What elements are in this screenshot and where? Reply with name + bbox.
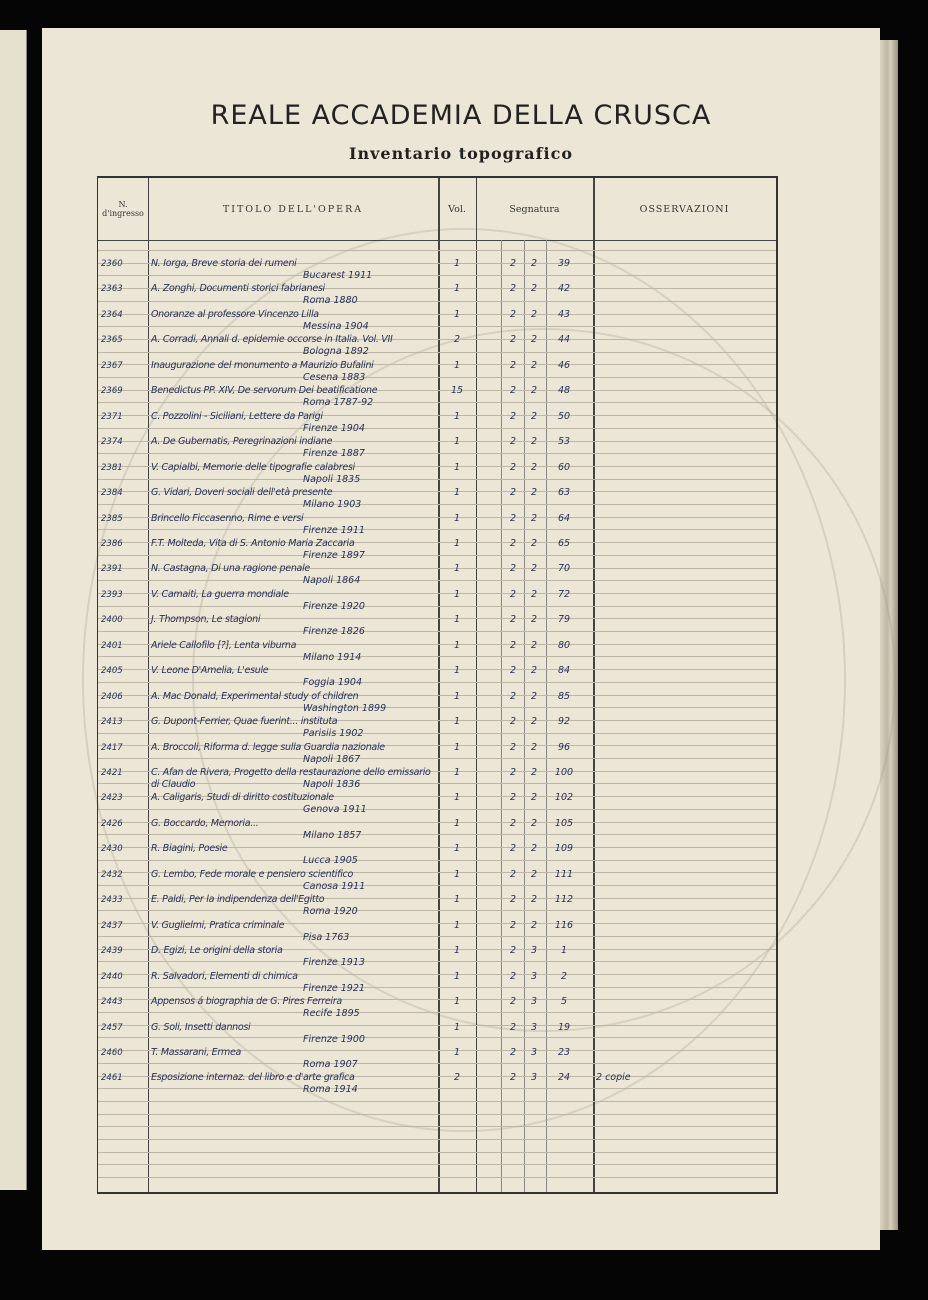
shelfmark-1: 2	[509, 716, 517, 728]
shelfmark-1: 2	[509, 385, 517, 397]
shelfmark-1: 2	[509, 487, 517, 499]
shelfmark-3: 72	[557, 588, 571, 600]
entry-title: J. Thompson, Le stagioni	[151, 614, 261, 626]
entry-place-year: Napoli 1835	[303, 473, 361, 485]
shelfmark-3: 100	[554, 767, 574, 778]
entry-title: Esposizione internaz. del libro e d'arte grafica	[151, 1072, 355, 1084]
entry-volumes: 1	[453, 919, 461, 931]
shelfmark-2: 2	[530, 436, 538, 448]
shelfmark-2: 2	[530, 563, 538, 575]
shelfmark-2: 2	[530, 359, 538, 371]
entry-number: 2365	[101, 335, 123, 346]
entry-title: V. Camaiti, La guerra mondiale	[151, 588, 289, 600]
entry-volumes: 1	[453, 1046, 461, 1058]
ruled-line	[98, 1164, 776, 1165]
entry-place-year: Firenze 1900	[303, 1033, 365, 1045]
shelfmark-2: 2	[530, 410, 538, 422]
entry-place-year: Firenze 1913	[303, 957, 365, 969]
shelfmark-2: 2	[530, 919, 538, 931]
shelfmark-1: 2	[509, 436, 517, 448]
shelfmark-1: 2	[509, 690, 517, 702]
entry-place-year: Bucarest 1911	[303, 270, 373, 281]
entry-number: 2385	[101, 513, 123, 524]
entry-volumes: 1	[453, 588, 461, 600]
entry-place-year: Recife 1895	[303, 1008, 360, 1020]
table-row	[98, 487, 776, 512]
entry-number: 2400	[101, 615, 123, 626]
shelfmark-1: 2	[509, 334, 517, 346]
entry-number: 2461	[101, 1073, 123, 1084]
shelfmark-2: 2	[530, 487, 538, 499]
shelfmark-3: 63	[557, 487, 571, 499]
entry-number: 2437	[101, 920, 123, 931]
shelfmark-2: 2	[530, 461, 538, 473]
ruled-line	[98, 250, 776, 251]
shelfmark-1: 2	[509, 588, 517, 600]
shelfmark-3: 39	[557, 258, 571, 269]
shelfmark-1: 2	[509, 537, 517, 549]
entry-number: 2460	[101, 1047, 123, 1058]
header-number	[98, 178, 148, 241]
header-vol: Vol.	[438, 178, 476, 241]
table-row	[98, 1022, 776, 1047]
entry-volumes: 1	[453, 690, 461, 702]
entry-number: 2433	[101, 895, 123, 906]
entry-place-year: Napoli 1836	[303, 779, 361, 790]
entry-title: A. Corradi, Annali d. epidemie occorse in Italia. Vol. VII	[151, 334, 393, 346]
entry-volumes: 1	[453, 283, 461, 295]
entry-number: 2393	[101, 589, 123, 600]
entry-place-year: Roma 1880	[303, 295, 358, 307]
entry-title: R. Salvadori, Elementi di chimica	[151, 970, 298, 982]
entry-place-year: Roma 1920	[303, 906, 358, 918]
table-row	[98, 767, 776, 792]
entry-number: 2443	[101, 997, 123, 1008]
shelfmark-1: 2	[509, 1021, 517, 1033]
entry-title: C. Pozzolini - Siciliani, Lettere da Parigi	[151, 410, 323, 422]
entry-volumes: 1	[453, 308, 461, 320]
entry-volumes: 1	[453, 996, 461, 1008]
shelfmark-2: 2	[530, 614, 538, 626]
entry-place-year: Pisa 1763	[303, 931, 350, 943]
shelfmark-1: 2	[509, 283, 517, 295]
shelfmark-2: 2	[530, 283, 538, 295]
shelfmark-1: 2	[509, 817, 517, 829]
table-row	[98, 411, 776, 436]
entry-place-year: Lucca 1905	[303, 855, 358, 867]
entry-number: 2364	[101, 309, 123, 320]
shelfmark-2: 2	[530, 690, 538, 702]
entry-title: D. Egizi, Le origini della storia	[151, 945, 283, 957]
entry-title: G. Boccardo, Memoria...	[151, 817, 259, 829]
shelfmark-2: 2	[530, 665, 538, 677]
entry-title: Appensos á biographia de G. Pires Ferreira	[151, 996, 342, 1008]
entry-volumes: 1	[453, 767, 461, 778]
shelfmark-3: 65	[557, 537, 571, 549]
entry-title: Ariele Callofilo [?], Lenta viburna	[151, 639, 297, 651]
header-number-sublabel: d'ingresso	[102, 209, 144, 218]
header-number-label: N.	[118, 200, 128, 209]
header-title: TITOLO DELL'OPERA	[148, 178, 438, 241]
entry-title: C. Afan de Rivera, Progetto della restaurazione dello emissario di Claudio	[151, 767, 431, 790]
shelfmark-2: 2	[530, 308, 538, 320]
entry-place-year: Firenze 1897	[303, 549, 365, 561]
table-row	[98, 691, 776, 716]
table-row	[98, 360, 776, 385]
shelfmark-2: 2	[530, 868, 538, 880]
entry-number: 2432	[101, 869, 123, 880]
entry-title: Inaugurazione del monumento a Maurizio Bufalini	[151, 359, 374, 371]
entry-place-year: Foggia 1904	[303, 677, 362, 689]
entry-number: 2374	[101, 437, 123, 448]
shelfmark-3: 53	[557, 436, 571, 448]
shelfmark-1: 2	[509, 639, 517, 651]
shelfmark-1: 2	[509, 1046, 517, 1058]
entry-title: A. Broccoli, Riforma d. legge sulla Guardia nazionale	[151, 741, 385, 753]
entry-place-year: Firenze 1887	[303, 448, 365, 460]
entry-number: 2457	[101, 1022, 123, 1033]
table-row	[98, 920, 776, 945]
entry-number: 2439	[101, 946, 123, 957]
entry-title: Benedictus PP. XIV, De servorum Dei beatificatione	[151, 385, 378, 397]
table-row	[98, 742, 776, 767]
entry-title: G. Soli, Insetti dannosi	[151, 1021, 251, 1033]
shelfmark-1: 2	[509, 410, 517, 422]
entry-volumes: 1	[453, 665, 461, 677]
table-row	[98, 538, 776, 563]
table-row	[98, 258, 776, 283]
table-row	[98, 640, 776, 665]
table-row	[98, 283, 776, 308]
shelfmark-2: 2	[530, 639, 538, 651]
entry-number: 2371	[101, 411, 123, 422]
shelfmark-1: 2	[509, 970, 517, 982]
shelfmark-2: 2	[530, 843, 538, 855]
table-row	[98, 792, 776, 817]
entry-notes: 2 copie	[596, 1072, 631, 1084]
entry-title: A. Mac Donald, Experimental study of children	[151, 690, 359, 702]
entry-place-year: Milano 1914	[303, 651, 362, 663]
shelfmark-3: 46	[557, 359, 571, 371]
shelfmark-3: 48	[557, 385, 571, 397]
ruled-line	[98, 1114, 776, 1115]
entry-volumes: 2	[453, 334, 461, 346]
entry-volumes: 2	[453, 1072, 461, 1084]
shelfmark-3: 50	[557, 410, 571, 422]
entry-volumes: 1	[453, 843, 461, 855]
entry-place-year: Napoli 1867	[303, 753, 361, 765]
ruled-line	[98, 1139, 776, 1140]
shelfmark-3: 111	[554, 868, 574, 880]
shelfmark-2: 2	[530, 767, 538, 778]
entry-place-year: Firenze 1904	[303, 422, 365, 434]
shelfmark-2: 3	[530, 1021, 538, 1033]
entry-place-year: Firenze 1921	[303, 982, 365, 994]
shelfmark-1: 2	[509, 1072, 517, 1084]
entry-number: 2405	[101, 666, 123, 677]
shelfmark-3: 24	[557, 1072, 571, 1084]
shelfmark-2: 2	[530, 512, 538, 524]
entry-place-year: Roma 1907	[303, 1058, 358, 1070]
shelfmark-3: 64	[557, 512, 571, 524]
shelfmark-3: 79	[557, 614, 571, 626]
shelfmark-1: 2	[509, 563, 517, 575]
entry-volumes: 1	[453, 410, 461, 422]
shelfmark-2: 2	[530, 792, 538, 804]
entry-place-year: Parisiis 1902	[303, 728, 364, 740]
shelfmark-1: 2	[509, 665, 517, 677]
entry-volumes: 1	[453, 512, 461, 524]
shelfmark-3: 105	[554, 817, 574, 829]
table-row	[98, 843, 776, 868]
entry-title: R. Biagini, Poesie	[151, 843, 228, 855]
page-stack-edge	[880, 40, 898, 1230]
entry-number: 2386	[101, 538, 123, 549]
shelfmark-1: 2	[509, 996, 517, 1008]
shelfmark-3: 5	[560, 996, 568, 1008]
entry-title: A. Zonghi, Documenti storici fabrianesi	[151, 283, 325, 295]
entry-volumes: 1	[453, 1021, 461, 1033]
ruled-line	[98, 1101, 776, 1102]
shelfmark-3: 70	[557, 563, 571, 575]
shelfmark-3: 85	[557, 690, 571, 702]
table-row	[98, 462, 776, 487]
entry-place-year: Milano 1857	[303, 829, 362, 841]
shelfmark-3: 60	[557, 461, 571, 473]
entry-title: Onoranze al professore Vincenzo Lilla	[151, 308, 319, 320]
entry-place-year: Roma 1914	[303, 1084, 358, 1096]
table-row	[98, 996, 776, 1021]
table-row	[98, 869, 776, 894]
entry-volumes: 15	[450, 385, 464, 397]
page-title: REALE ACCADEMIA DELLA CRUSCA	[210, 100, 712, 131]
table-row	[98, 385, 776, 410]
entry-volumes: 1	[453, 461, 461, 473]
header-segnatura: Segnatura	[476, 178, 593, 241]
entry-number: 2421	[101, 768, 123, 778]
shelfmark-3: 19	[557, 1021, 571, 1033]
shelfmark-3: 43	[557, 308, 571, 320]
table-row	[98, 1047, 776, 1072]
shelfmark-2: 3	[530, 1072, 538, 1084]
entry-place-year: Canosa 1911	[303, 880, 366, 892]
shelfmark-2: 2	[530, 385, 538, 397]
shelfmark-2: 3	[530, 996, 538, 1008]
entry-number: 2384	[101, 488, 123, 499]
shelfmark-3: 23	[557, 1046, 571, 1058]
entry-title: N. Iorga, Breve storia dei rumeni	[151, 258, 297, 269]
page-subtitle: Inventario topografico	[348, 144, 573, 163]
table-row	[98, 614, 776, 639]
shelfmark-3: 2	[560, 970, 568, 982]
shelfmark-1: 2	[509, 792, 517, 804]
shelfmark-2: 2	[530, 817, 538, 829]
entry-volumes: 1	[453, 258, 461, 269]
entry-title: A. De Gubernatis, Peregrinazioni indiane	[151, 436, 333, 448]
entry-number: 2430	[101, 844, 123, 855]
shelfmark-3: 1	[560, 945, 568, 957]
entry-number: 2391	[101, 564, 123, 575]
table-row	[98, 894, 776, 919]
entry-place-year: Cesena 1883	[303, 371, 366, 383]
ruled-line	[98, 1152, 776, 1153]
entry-volumes: 1	[453, 537, 461, 549]
shelfmark-3: 112	[554, 894, 574, 906]
entry-number: 2406	[101, 691, 123, 702]
table-row	[98, 945, 776, 970]
table-row	[98, 334, 776, 359]
entry-number: 2367	[101, 360, 123, 371]
header-osservazioni: OSSERVAZIONI	[593, 178, 776, 241]
table-row	[98, 563, 776, 588]
shelfmark-1: 2	[509, 741, 517, 753]
shelfmark-2: 3	[530, 970, 538, 982]
shelfmark-3: 116	[554, 919, 574, 931]
shelfmark-3: 42	[557, 283, 571, 295]
entry-title: N. Castagna, Di una ragione penale	[151, 563, 310, 575]
entry-volumes: 1	[453, 487, 461, 499]
entry-number: 2426	[101, 818, 123, 829]
document-page	[42, 28, 880, 1250]
entry-volumes: 1	[453, 792, 461, 804]
entry-place-year: Washington 1899	[303, 702, 387, 714]
shelfmark-3: 109	[554, 843, 574, 855]
shelfmark-2: 3	[530, 945, 538, 957]
table-row	[98, 513, 776, 538]
shelfmark-2: 2	[530, 741, 538, 753]
shelfmark-1: 2	[509, 919, 517, 931]
shelfmark-2: 2	[530, 894, 538, 906]
ruled-line	[98, 1177, 776, 1178]
entry-number: 2417	[101, 742, 123, 753]
entry-title: E. Paldi, Per la indipendenza dell'Egitto	[151, 894, 325, 906]
entry-place-year: Napoli 1864	[303, 575, 361, 587]
shelfmark-1: 2	[509, 868, 517, 880]
inventory-table	[97, 176, 778, 1194]
shelfmark-1: 2	[509, 308, 517, 320]
shelfmark-2: 2	[530, 537, 538, 549]
shelfmark-2: 2	[530, 334, 538, 346]
entry-title: F.T. Molteda, Vita di S. Antonio Maria Zaccaria	[151, 537, 355, 549]
entry-place-year: Messina 1904	[303, 320, 369, 332]
entry-volumes: 1	[453, 945, 461, 957]
shelfmark-3: 96	[557, 741, 571, 753]
adjacent-page-edge	[0, 30, 27, 1190]
entry-number: 2413	[101, 717, 123, 728]
entry-volumes: 1	[453, 741, 461, 753]
entry-number: 2423	[101, 793, 123, 804]
entry-number: 2381	[101, 462, 123, 473]
shelfmark-1: 2	[509, 767, 517, 778]
shelfmark-3: 92	[557, 716, 571, 728]
entry-volumes: 1	[453, 970, 461, 982]
entry-place-year: Milano 1903	[303, 499, 362, 511]
entry-number: 2401	[101, 640, 123, 651]
shelfmark-2: 3	[530, 1046, 538, 1058]
table-row	[98, 309, 776, 334]
entry-volumes: 1	[453, 868, 461, 880]
shelfmark-2: 2	[530, 588, 538, 600]
entry-volumes: 1	[453, 359, 461, 371]
table-row	[98, 716, 776, 741]
shelfmark-3: 102	[554, 792, 574, 804]
shelfmark-1: 2	[509, 945, 517, 957]
ruled-line	[98, 1126, 776, 1127]
table-row	[98, 436, 776, 461]
entry-place-year: Genova 1911	[303, 804, 367, 816]
table-row	[98, 665, 776, 690]
entry-title: Brincello Ficcasenno, Rime e versi	[151, 512, 304, 524]
entry-place-year: Firenze 1911	[303, 524, 365, 536]
entry-place-year: Firenze 1920	[303, 600, 365, 612]
entry-title: G. Lembo, Fede morale e pensiero scientifico	[151, 868, 353, 880]
shelfmark-3: 84	[557, 665, 571, 677]
shelfmark-2: 2	[530, 258, 538, 269]
entry-volumes: 1	[453, 563, 461, 575]
entry-volumes: 1	[453, 436, 461, 448]
entry-title: G. Vidari, Doveri sociali dell'età presente	[151, 487, 333, 499]
shelfmark-2: 2	[530, 716, 538, 728]
entry-place-year: Roma 1787-92	[303, 397, 374, 409]
entry-number: 2363	[101, 284, 123, 295]
entry-number: 2440	[101, 971, 123, 982]
entry-title: A. Caligaris, Studi di diritto costituzionale	[151, 792, 334, 804]
shelfmark-3: 44	[557, 334, 571, 346]
entry-number: 2369	[101, 386, 123, 397]
entry-number: 2360	[101, 259, 123, 269]
table-row	[98, 971, 776, 996]
entry-title: V. Capialbi, Memorie delle tipografie calabresi	[151, 461, 355, 473]
entry-volumes: 1	[453, 716, 461, 728]
shelfmark-1: 2	[509, 894, 517, 906]
header-divider	[98, 240, 776, 241]
table-row	[98, 818, 776, 843]
shelfmark-3: 80	[557, 639, 571, 651]
shelfmark-1: 2	[509, 843, 517, 855]
entry-title: V. Guglielmi, Pratica criminale	[151, 919, 285, 931]
shelfmark-1: 2	[509, 614, 517, 626]
shelfmark-1: 2	[509, 512, 517, 524]
entry-volumes: 1	[453, 894, 461, 906]
entry-title: V. Leone D'Amelia, L'esule	[151, 665, 269, 677]
entry-volumes: 1	[453, 817, 461, 829]
table-row	[98, 1072, 776, 1097]
entry-title: G. Dupont-Ferrier, Quae fuerint... instituta	[151, 716, 338, 728]
table-row	[98, 589, 776, 614]
entry-volumes: 1	[453, 614, 461, 626]
entry-place-year: Firenze 1826	[303, 626, 365, 638]
entry-place-year: Bologna 1892	[303, 346, 369, 358]
shelfmark-1: 2	[509, 258, 517, 269]
shelfmark-1: 2	[509, 461, 517, 473]
shelfmark-1: 2	[509, 359, 517, 371]
entry-volumes: 1	[453, 639, 461, 651]
entry-title: T. Massarani, Ermea	[151, 1046, 242, 1058]
